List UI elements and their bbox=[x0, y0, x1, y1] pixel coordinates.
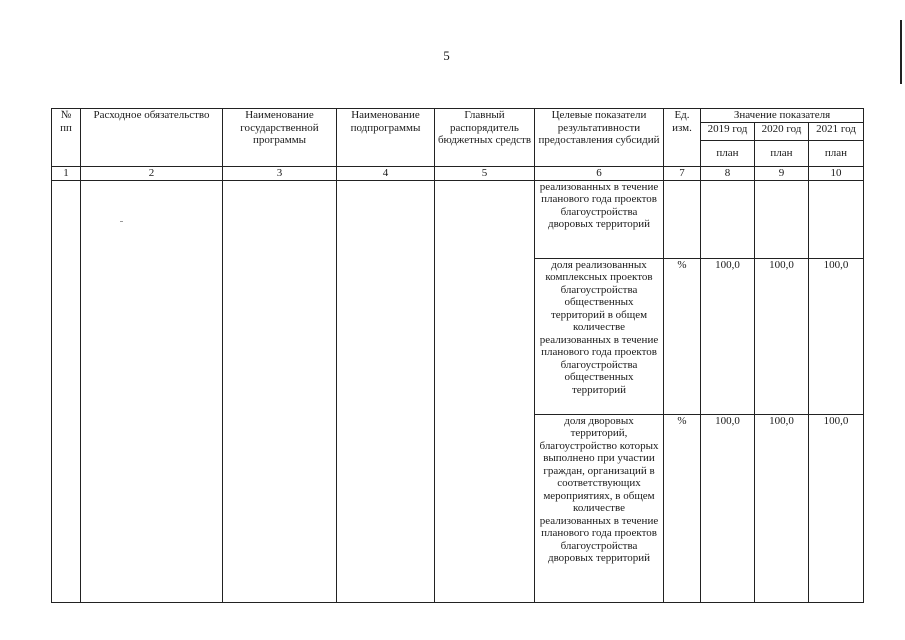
header-obligation: Расходное обязательство bbox=[81, 109, 223, 167]
indicator-cell: доля реализованных комплексных проектов благоустройства общественных территорий в общем количестве реализованных в течение планового года проектов благоустройства общественных территорий bbox=[535, 258, 664, 414]
indicators-table bbox=[51, 108, 864, 603]
header-administrator: Главный распорядитель бюджетных средств bbox=[435, 109, 535, 167]
scan-edge-line bbox=[900, 20, 902, 84]
col-number: 1 bbox=[52, 167, 81, 181]
value-2020-cell: 100,0 bbox=[755, 258, 809, 414]
cell-program-empty bbox=[223, 180, 337, 602]
header-plan-2019: план bbox=[701, 141, 755, 167]
header-num: № пп bbox=[52, 109, 81, 167]
cell-num-empty bbox=[52, 180, 81, 602]
header-subprogram: Наименование подпрограммы bbox=[337, 109, 435, 167]
col-number: 4 bbox=[337, 167, 435, 181]
value-2020-cell: 100,0 bbox=[755, 414, 809, 602]
value-2021-cell: 100,0 bbox=[809, 258, 864, 414]
header-program: Наименование государственной программы bbox=[223, 109, 337, 167]
col-number: 8 bbox=[701, 167, 755, 181]
indicator-cell: доля дворовых территорий, благоустройство которых выполнено при участии граждан, организаций в соответствующих мероприятиях, в общем количестве реализованных в течение планового года проектов благоустройства дворовых территорий bbox=[535, 414, 664, 602]
value-2019-cell: 100,0 bbox=[701, 258, 755, 414]
value-2020-cell bbox=[755, 180, 809, 258]
value-2019-cell: 100,0 bbox=[701, 414, 755, 602]
unit-cell: % bbox=[664, 414, 701, 602]
col-number: 3 bbox=[223, 167, 337, 181]
header-year-2021: 2021 год bbox=[809, 123, 864, 141]
header-unit: Ед. изм. bbox=[664, 109, 701, 167]
value-2019-cell bbox=[701, 180, 755, 258]
cell-administrator-empty bbox=[435, 180, 535, 602]
header-plan-2020: план bbox=[755, 141, 809, 167]
col-number: 6 bbox=[535, 167, 664, 181]
col-number: 7 bbox=[664, 167, 701, 181]
page-number: 5 bbox=[443, 48, 450, 63]
indicator-cell: реализованных в течение планового года проектов благоустройства дворовых территорий bbox=[535, 180, 664, 258]
header-year-2020: 2020 год bbox=[755, 123, 809, 141]
cell-obligation-empty bbox=[81, 180, 223, 602]
unit-cell bbox=[664, 180, 701, 258]
column-number-row bbox=[52, 167, 864, 181]
header-indicators: Целевые показатели результативности предоставления субсидий bbox=[535, 109, 664, 167]
col-number: 9 bbox=[755, 167, 809, 181]
col-number: 2 bbox=[81, 167, 223, 181]
header-plan-2021: план bbox=[809, 141, 864, 167]
value-2021-cell: 100,0 bbox=[809, 414, 864, 602]
value-2021-cell bbox=[809, 180, 864, 258]
table-row bbox=[52, 180, 864, 258]
header-year-2019: 2019 год bbox=[701, 123, 755, 141]
header-value-group: Значение показателя bbox=[701, 109, 864, 123]
unit-cell: % bbox=[664, 258, 701, 414]
cell-subprogram-empty bbox=[337, 180, 435, 602]
col-number: 10 bbox=[809, 167, 864, 181]
col-number: 5 bbox=[435, 167, 535, 181]
